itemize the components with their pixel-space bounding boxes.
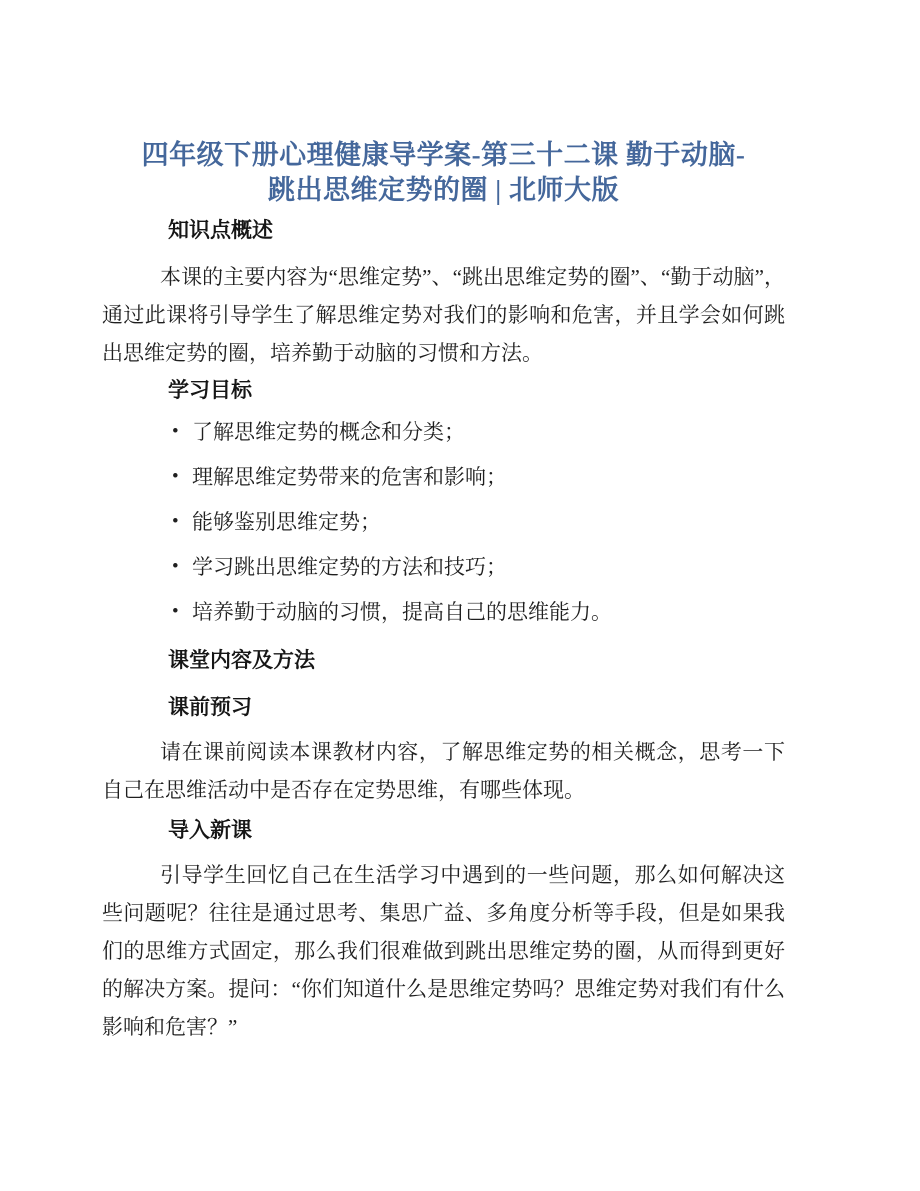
goal-text: 学习跳出思维定势的方法和技巧； [192, 555, 507, 579]
heading-class-content-method: 课堂内容及方法 [168, 648, 315, 672]
heading-learning-goals: 学习目标 [168, 378, 252, 402]
bullet-icon: • [172, 511, 179, 532]
title-line-1: 四年级下册心理健康导学案-第三十二课 勤于动脑- [141, 140, 746, 170]
goal-item [172, 419, 785, 445]
bullet-icon: • [172, 601, 179, 622]
title-line-2: 跳出思维定势的圈 | 北师大版 [268, 175, 619, 205]
bullet-icon: • [172, 556, 179, 577]
goal-text: 理解思维定势带来的危害和影响； [192, 465, 507, 489]
goal-text: 培养勤于动脑的习惯，提高自己的思维能力。 [192, 600, 612, 624]
goal-text: 能够鉴别思维定势； [192, 510, 381, 534]
bullet-icon: • [172, 466, 179, 487]
learning-goals-list [102, 419, 785, 625]
goal-text: 了解思维定势的概念和分类； [192, 420, 465, 444]
goal-item [172, 554, 785, 580]
goal-item [172, 464, 785, 490]
goal-item [172, 509, 785, 535]
paragraph-lesson-introduction: 引导学生回忆自己在生活学习中遇到的一些问题，那么如何解决这些问题呢？往往是通过思考、集思广益、多角度分析等手段，但是如果我们的思维方式固定，那么我们很难做到跳出思维定势的圈，从而得到更好的解决方案。提问：“你们知道什么是思维定势吗？思维定势对我们有什么影响和危害？” [102, 863, 785, 1039]
heading-lesson-introduction: 导入新课 [168, 818, 252, 842]
paragraph-knowledge-overview: 本课的主要内容为“思维定势”、“跳出思维定势的圈”、“勤于动脑”，通过此课将引导学生了解思维定势对我们的影响和危害，并且学会如何跳出思维定势的圈，培养勤于动脑的习惯和方法。 [102, 265, 785, 365]
goal-item [172, 599, 785, 625]
heading-knowledge-overview: 知识点概述 [168, 218, 273, 242]
paragraph-pre-class-preview: 请在课前阅读本课教材内容，了解思维定势的相关概念，思考一下自己在思维活动中是否存在定势思维，有哪些体现。 [102, 740, 785, 802]
bullet-icon: • [172, 421, 179, 442]
document-title [102, 138, 785, 208]
heading-pre-class-preview: 课前预习 [168, 695, 252, 719]
